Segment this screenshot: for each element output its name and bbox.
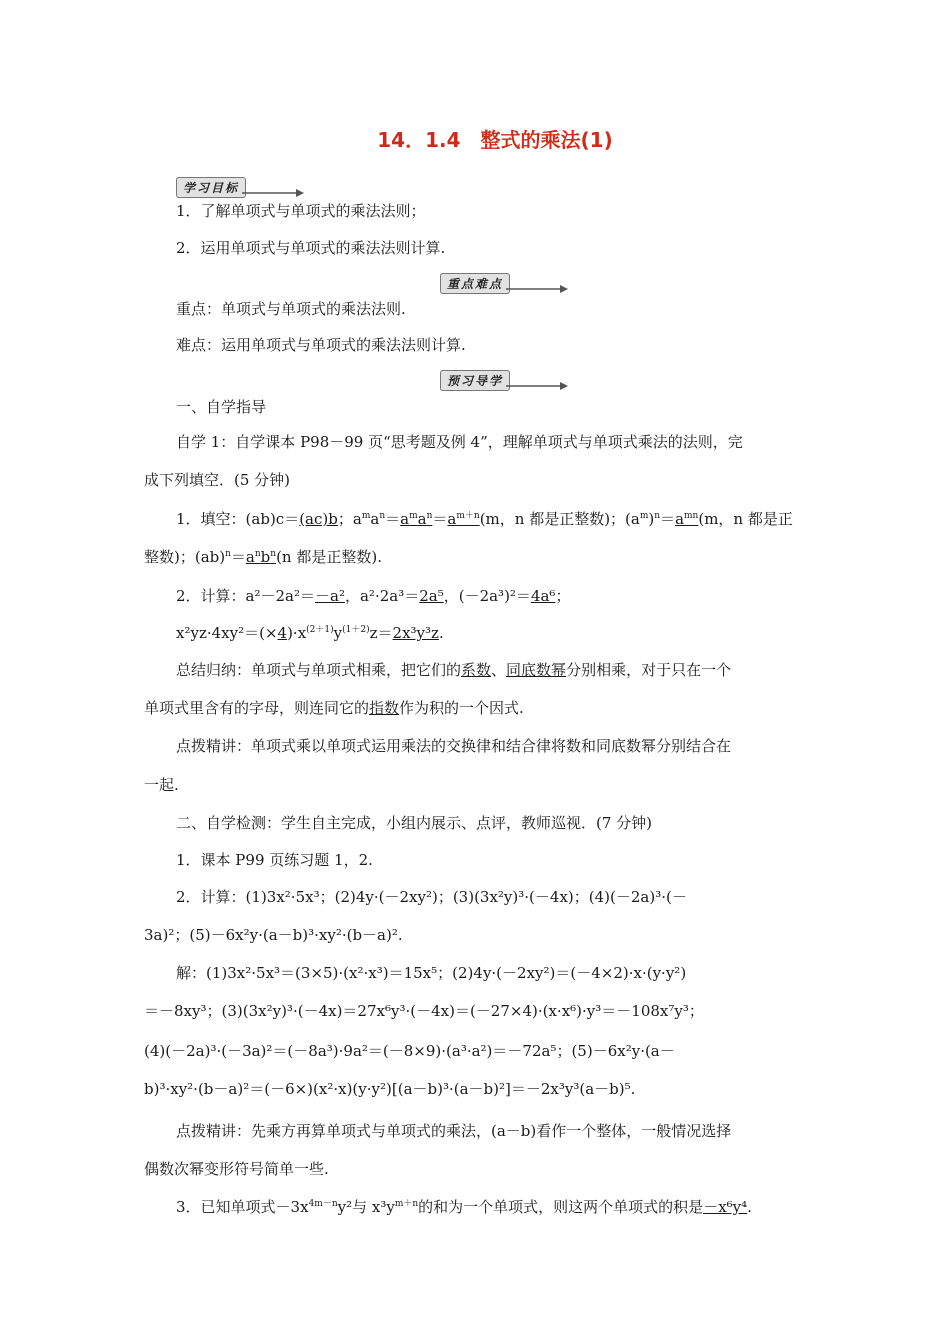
item3-a: 3．已知单项式－3x — [176, 1198, 309, 1216]
solution-line-3: (4)(－2a)³·(－3a)²＝(－8a³)·9a²＝(－8×9)·(a³·a²)＝－72a⁵；(5)－6x²y·(a－ — [144, 1042, 675, 1060]
fill-cond-3: 整数)；(ab) — [144, 548, 226, 566]
superscript: m — [639, 511, 649, 521]
section2-item-2-l1: 2．计算：(1)3x²·5x³；(2)4y·(－2xy²)；(3)(3x²y)³·(－4x)；(4)(－2a)³·(－ — [176, 888, 687, 906]
item3-d: . — [747, 1198, 752, 1216]
superscript: 4m－n — [308, 1199, 338, 1209]
summary-line-1 — [176, 660, 950, 680]
fill-answer-2b: a — [417, 510, 427, 528]
superscript: (2＋1) — [306, 625, 334, 635]
fill-paren: ) — [648, 510, 655, 528]
superscript: (1＋2) — [342, 625, 370, 635]
fill-line-1 — [176, 509, 950, 529]
calc2-d: z＝ — [369, 624, 393, 642]
summary-exponent: 指数 — [369, 699, 400, 717]
solution-line-1: 解：(1)3x²·5x³＝(3×5)·(x²·x³)＝15x⁵；(2)4y·(－2xy²)＝(－4×2)·x·(y·y²) — [176, 964, 687, 982]
calc-label: 2．计算： — [176, 587, 246, 605]
calc-expr-1: a²－2a²＝ — [245, 587, 316, 605]
fill-answer-1: (ac)b — [299, 510, 338, 528]
fill-answer-2 — [400, 510, 432, 528]
fill-label: 1．填空： — [176, 510, 246, 528]
fill-answer-3: $a^{m+n}$ — [447, 510, 480, 528]
fill-answer-5: $a^nb^n$ — [245, 548, 277, 566]
key-points-badge — [440, 272, 568, 294]
summary-d: 单项式里含有的字母，则连同它的 — [144, 699, 370, 717]
objectives-badge-label: 学习目标 — [176, 177, 246, 198]
arrow-icon — [242, 188, 304, 198]
calc-line-2 — [176, 623, 950, 643]
superscript: m＋n — [394, 1199, 419, 1209]
fill-answer-2a: a — [400, 510, 410, 528]
superscript: m — [409, 511, 418, 521]
calc-semicolon: ； — [555, 587, 571, 605]
solution-line-4: b)³·xy²·(b－a)²＝(－6×)(x²·x)(y·y²)[(a－b)³·(a－b)²]＝－2x³y³(a－b)⁵. — [144, 1080, 636, 1098]
section2-item-2-l2: 3a)²；(5)－6x²y·(a－b)³·xy²·(b－a)². — [144, 926, 403, 944]
fill-a: a — [370, 510, 380, 528]
section2-heading: 二、自学检测：学生自主完成，小组内展示、点评，教师巡视．(7 分钟) — [176, 814, 653, 832]
fill-am: ；a — [337, 510, 362, 528]
arrow-icon — [506, 381, 568, 391]
calc-expr-2: ，a²·2a³＝ — [344, 587, 420, 605]
difficulty-text: 难点：运用单项式与单项式的乘法法则计算. — [176, 336, 466, 354]
item3-answer: －x⁶y⁴ — [703, 1198, 748, 1216]
superscript: n — [426, 511, 433, 521]
self-study-1-cont: 成下列填空．(5 分钟) — [144, 471, 291, 489]
summary-line-2 — [144, 698, 950, 718]
calc-expr-3: ，(－2a³)²＝ — [443, 587, 531, 605]
superscript: m — [361, 511, 371, 521]
calc-answer-3: 4a⁶ — [530, 587, 556, 605]
equals: ＝ — [385, 510, 401, 528]
calc-answer-2: 2a⁵ — [419, 587, 444, 605]
fill-cond-4: (n 都是正整数). — [276, 548, 382, 566]
summary-a: 总结归纳：单项式与单项式相乘，把它们的 — [176, 661, 462, 679]
summary-same-base: 同底数幂 — [506, 661, 567, 679]
tip-1: 点拨精讲：单项式乘以单项式运用乘法的交换律和结合律将数和同底数幂分别结合在 — [176, 737, 732, 755]
calc-answer-1: －a² — [315, 587, 345, 605]
equals: ＝ — [432, 510, 448, 528]
tip-2-cont: 偶数次幂变形符号简单一些. — [144, 1160, 329, 1178]
calc2-answer-2: 2x³y³z — [392, 624, 439, 642]
superscript: n — [654, 511, 661, 521]
fill-cond-1: (m，n 都是正整数)；(a — [479, 510, 640, 528]
calc2-answer-1: 4 — [277, 624, 288, 642]
calc2-e: . — [438, 624, 444, 642]
page-title: 14．1.4 整式的乘法(1) — [377, 128, 613, 152]
preview-badge — [440, 369, 568, 391]
self-study-1: 自学 1：自学课本 P98－99 页“思考题及例 4”，理解单项式与单项式乘法的法则，完 — [176, 433, 743, 451]
objective-2: 2．运用单项式与单项式的乘法法则计算. — [176, 239, 446, 257]
arrow-icon — [506, 284, 568, 294]
superscript: m＋n — [456, 511, 480, 521]
section2-item-1: 1．课本 P99 页练习题 1，2. — [176, 851, 373, 869]
summary-coefficient: 系数 — [461, 661, 492, 679]
item3-b: y²与 x³y — [337, 1198, 395, 1216]
superscript: n — [379, 511, 386, 521]
section1-heading: 一、自学指导 — [176, 398, 267, 416]
fill-ab: (ab)c＝ — [245, 510, 300, 528]
section2-item-3 — [176, 1197, 950, 1217]
key-point-text: 重点：单项式与单项式的乘法法则. — [176, 300, 406, 318]
preview-badge-label: 预习导学 — [440, 370, 510, 391]
calc2-a: x²yz·4xy²＝(× — [176, 624, 278, 642]
tip-1-cont: 一起. — [144, 776, 179, 794]
objectives-badge — [176, 176, 304, 198]
equals: ＝ — [230, 548, 246, 566]
calc2-b: )·x — [287, 624, 307, 642]
calc-line-1 — [176, 586, 950, 606]
item3-c: 的和为一个单项式，则这两个单项式的积是 — [418, 1198, 704, 1216]
superscript: n — [225, 549, 231, 559]
objective-1: 1．了解单项式与单项式的乘法法则； — [176, 202, 426, 220]
summary-e: 作为积的一个因式. — [399, 699, 524, 717]
superscript: mn — [684, 511, 699, 521]
key-points-badge-label: 重点难点 — [440, 273, 510, 294]
tip-2: 点拨精讲：先乘方再算单项式与单项式的乘法，(a－b)看作一个整体，一般情况选择 — [176, 1122, 732, 1140]
superscript: n — [254, 549, 261, 559]
calc2-c: y — [333, 624, 343, 642]
fill-cond-2: (m，n 都是正 — [698, 510, 793, 528]
fill-line-2 — [144, 547, 950, 567]
summary-c: 分别相乘，对于只在一个 — [566, 661, 732, 679]
superscript: n — [270, 549, 277, 559]
solution-line-2: ＝－8xy³；(3)(3x²y)³·(－4x)＝27x⁶y³·(－4x)＝(－27×4)·(x·x⁶)·y³＝－108x⁷y³； — [144, 1002, 704, 1020]
summary-b: 、 — [491, 661, 507, 679]
equals: ＝ — [660, 510, 676, 528]
fill-answer-4: $a^{mn}$ — [675, 510, 699, 528]
